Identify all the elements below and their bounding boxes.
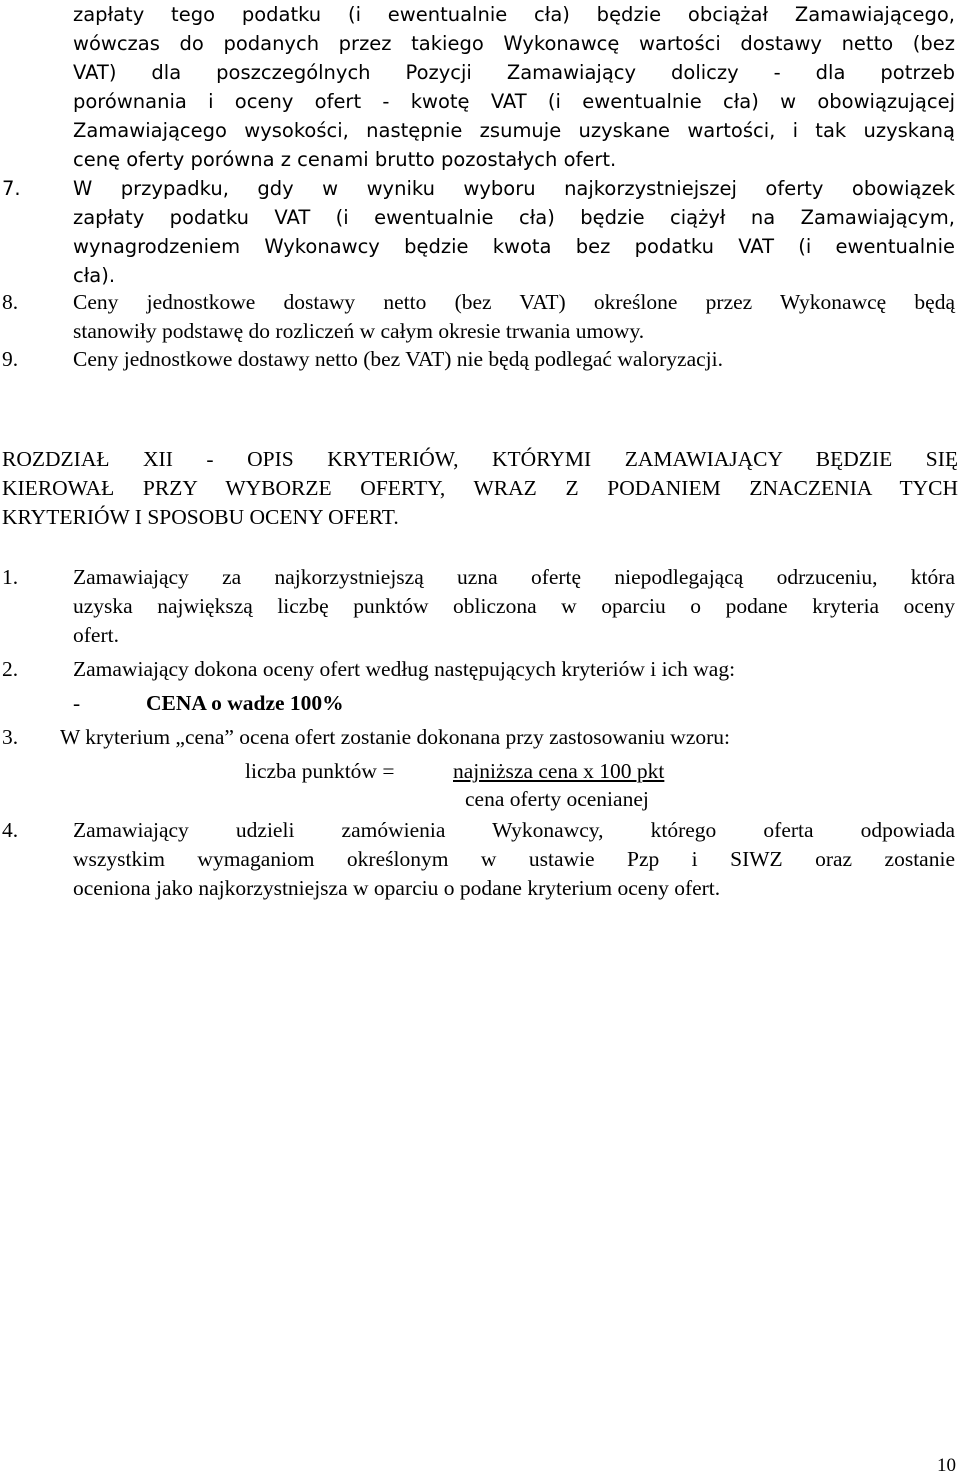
list-number: 7. <box>2 177 21 200</box>
item-line: oceniona jako najkorzystniejsza w oparciu o podane kryterium oceny ofert. <box>73 876 721 900</box>
heading-line: KRYTERIÓW I SPOSOBU OCENY OFERT. <box>2 505 399 529</box>
item-line: Ceny jednostkowe dostawy netto (bez VAT) określone przez Wykonawcę będą <box>73 290 955 314</box>
list-number: 3. <box>2 725 19 749</box>
list-item-7 <box>2 174 955 290</box>
list-item-4 <box>2 816 955 903</box>
item-line: W przypadku, gdy w wyniku wyboru najkorzystniejszej oferty obowiązek <box>73 177 955 200</box>
list-item-9 <box>2 345 955 374</box>
item-line: Ceny jednostkowe dostawy netto (bez VAT) nie będą podlegać waloryzacji. <box>73 347 723 371</box>
list-number: 4. <box>2 818 19 842</box>
list-item-2 <box>2 655 955 684</box>
formula-label: liczba punktów = <box>245 759 395 783</box>
list-number: 2. <box>2 657 19 681</box>
heading-line: KIEROWAŁ PRZY WYBORZE OFERTY, WRAZ Z PODANIEM ZNACZENIA TYCH <box>2 476 958 500</box>
paragraph-line: cenę oferty porówna z cenami brutto pozostałych ofert. <box>73 148 617 171</box>
item-line: ofert. <box>73 623 119 647</box>
paragraph-line: VAT) dla poszczególnych Pozycji Zamawiający doliczy - dla potrzeb <box>73 61 955 84</box>
list-item-1 <box>2 563 955 650</box>
item-line: wszystkim wymaganiom określonym w ustawie Pzp i SIWZ oraz zostanie <box>73 847 955 871</box>
item-line: Zamawiający udzieli zamówienia Wykonawcy, którego oferta odpowiada <box>73 818 955 842</box>
list-number: 8. <box>2 290 19 314</box>
item-line: zapłaty podatku VAT (i ewentualnie cła) będzie ciążył na Zamawiającym, <box>73 206 955 229</box>
paragraph-line: porównania i oceny ofert - kwotę VAT (i ewentualnie cła) w obowiązującej <box>73 90 955 113</box>
item-line: wynagrodzeniem Wykonawcy będzie kwota bez podatku VAT (i ewentualnie <box>73 235 955 258</box>
page-number: 10 <box>937 1455 956 1476</box>
chapter-heading <box>2 445 958 532</box>
item-line: W kryterium „cena” ocena ofert zostanie dokonana przy zastosowaniu wzoru: <box>60 725 731 749</box>
paragraph-line: wówczas do podanych przez takiego Wykonawcę wartości dostawy netto (bez <box>73 32 955 55</box>
list-item-8 <box>2 288 955 346</box>
formula-denominator: cena oferty ocenianej <box>465 787 649 811</box>
list-number: 9. <box>2 347 19 371</box>
heading-line: ROZDZIAŁ XII - OPIS KRYTERIÓW, KTÓRYMI ZAMAWIAJĄCY BĘDZIE SIĘ <box>2 447 958 471</box>
criterion-line <box>73 689 344 718</box>
formula-numerator: najniższa cena x 100 pkt <box>453 759 665 783</box>
criterion-text: CENA o wadze 100% <box>146 691 344 715</box>
item-line: stanowiły podstawę do rozliczeń w całym okresie trwania umowy. <box>73 319 645 343</box>
list-number: 1. <box>2 565 19 589</box>
paragraph-line: zapłaty tego podatku (i ewentualnie cła) będzie obciążał Zamawiającego, <box>73 3 955 26</box>
item-line: cła). <box>73 264 116 287</box>
criterion-dash: - <box>73 691 81 715</box>
formula <box>0 757 960 817</box>
item-line: Zamawiający dokona oceny ofert według następujących kryteriów i ich wag: <box>73 657 736 681</box>
item-line: Zamawiający za najkorzystniejszą uzna ofertę niepodlegającą odrzuceniu, która <box>73 565 955 589</box>
paragraph-line: Zamawiającego wysokości, następnie zsumuje uzyskane wartości, i tak uzyskaną <box>73 119 955 142</box>
item-line: uzyska największą liczbę punktów obliczona w oparciu o podane kryteria oceny <box>73 594 955 618</box>
continuation-paragraph <box>73 0 955 174</box>
